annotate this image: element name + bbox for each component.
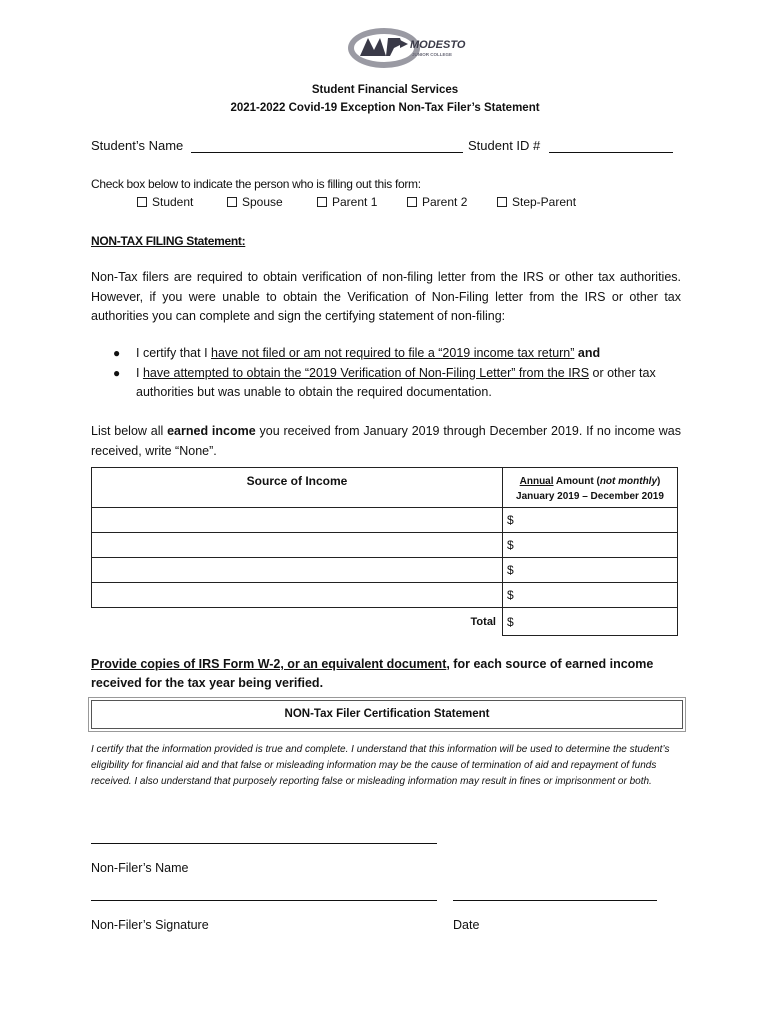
table-row bbox=[92, 583, 678, 608]
table-row bbox=[92, 508, 678, 533]
student-id-label: Student ID # bbox=[468, 138, 541, 153]
certification-text: I certify that the information provided is true and complete. I understand that this information will be used to determine the student’s eligibility for financial aid and that false or misleading information may be the cause of termination of aid and repayment of funds received. I also understand that purposely reporting false or misleading information may result in fines or imprisonment or both. bbox=[91, 744, 670, 787]
checkbox-square-icon[interactable] bbox=[227, 197, 237, 207]
checkbox-square-icon[interactable] bbox=[407, 197, 417, 207]
table-row bbox=[92, 533, 678, 558]
checkbox-step-parent[interactable]: Step-Parent bbox=[497, 195, 587, 209]
income-instructions: List below all earned income you received from January 2019 through December 2019. If no income was received, write “None”. bbox=[91, 424, 681, 458]
table-header-row bbox=[92, 468, 678, 508]
student-name-label: Student’s Name bbox=[91, 138, 184, 153]
amount-header: Annual Amount (not monthly) January 2019 – December 2019 bbox=[503, 468, 678, 508]
nonfiler-signature-field[interactable] bbox=[91, 900, 437, 901]
header-department: Student Financial Services bbox=[311, 84, 459, 96]
bullet-dot-icon: ● bbox=[113, 346, 121, 360]
logo-line2: JUNIOR COLLEGE bbox=[412, 52, 453, 57]
date-label: Date bbox=[453, 918, 480, 932]
header-form-title: 2021-2022 Covid-19 Exception Non-Tax Filer’s Statement bbox=[230, 102, 540, 114]
bullet-item: ● I have attempted to obtain the “2019 Verification of Non-Filing Letter” from the IRS or other tax authorities but was unable to obtain the required documentation. bbox=[113, 364, 683, 403]
student-id-field[interactable] bbox=[549, 139, 673, 153]
checkbox-square-icon[interactable] bbox=[137, 197, 147, 207]
nonfiler-name-label: Non-Filer’s Name bbox=[91, 861, 189, 875]
checkbox-parent-1[interactable]: Parent 1 bbox=[317, 195, 407, 209]
table-row bbox=[92, 558, 678, 583]
checkbox-instructions: Check box below to indicate the person who is filling out this form: bbox=[91, 177, 421, 191]
bullet-dot-icon: ● bbox=[113, 365, 121, 380]
amount-cell[interactable]: $ bbox=[503, 583, 678, 608]
date-field[interactable] bbox=[453, 900, 657, 901]
logo-line1: MODESTO bbox=[410, 39, 466, 51]
checkbox-square-icon[interactable] bbox=[317, 197, 327, 207]
amount-cell[interactable]: $ bbox=[503, 533, 678, 558]
income-table bbox=[91, 467, 678, 636]
amount-cell[interactable]: $ bbox=[503, 558, 678, 583]
section-title: NON-TAX FILING Statement: bbox=[91, 234, 246, 248]
student-name-field[interactable] bbox=[191, 139, 463, 153]
source-cell[interactable] bbox=[92, 508, 503, 533]
source-cell[interactable] bbox=[92, 583, 503, 608]
total-amount-cell[interactable]: $ bbox=[503, 608, 678, 636]
amount-cell[interactable]: $ bbox=[503, 508, 678, 533]
source-header: Source of Income bbox=[92, 468, 503, 508]
certification-bullets bbox=[113, 344, 683, 403]
certification-title-box: NON-Tax Filer Certification Statement bbox=[91, 700, 683, 729]
college-logo-icon bbox=[346, 26, 470, 70]
filer-checkbox-group bbox=[137, 195, 587, 209]
nonfiler-name-field[interactable] bbox=[91, 843, 437, 844]
checkbox-square-icon[interactable] bbox=[497, 197, 507, 207]
nonfiler-signature-label: Non-Filer’s Signature bbox=[91, 918, 209, 932]
student-info-row bbox=[91, 138, 681, 158]
source-cell[interactable] bbox=[92, 533, 503, 558]
source-cell[interactable] bbox=[92, 558, 503, 583]
bullet-item: ● I certify that I have not filed or am not required to file a “2019 income tax return” and bbox=[113, 344, 683, 364]
checkbox-student[interactable]: Student bbox=[137, 195, 227, 209]
intro-paragraph: Non-Tax filers are required to obtain verification of non-filing letter from the IRS or other tax authorities. However, if you were unable to obtain the Verification of Non-Filing letter from the IRS or other tax authorities you can complete and sign the certifying statement of non-filing: bbox=[91, 270, 681, 323]
table-total-row bbox=[92, 608, 678, 636]
checkbox-parent-2[interactable]: Parent 2 bbox=[407, 195, 497, 209]
checkbox-spouse[interactable]: Spouse bbox=[227, 195, 317, 209]
college-logo bbox=[346, 26, 470, 70]
documentation-requirement: Provide copies of IRS Form W-2, or an equivalent document, for each source of earned income received for the tax year being verified. bbox=[91, 657, 654, 690]
total-label: Total bbox=[92, 608, 503, 636]
